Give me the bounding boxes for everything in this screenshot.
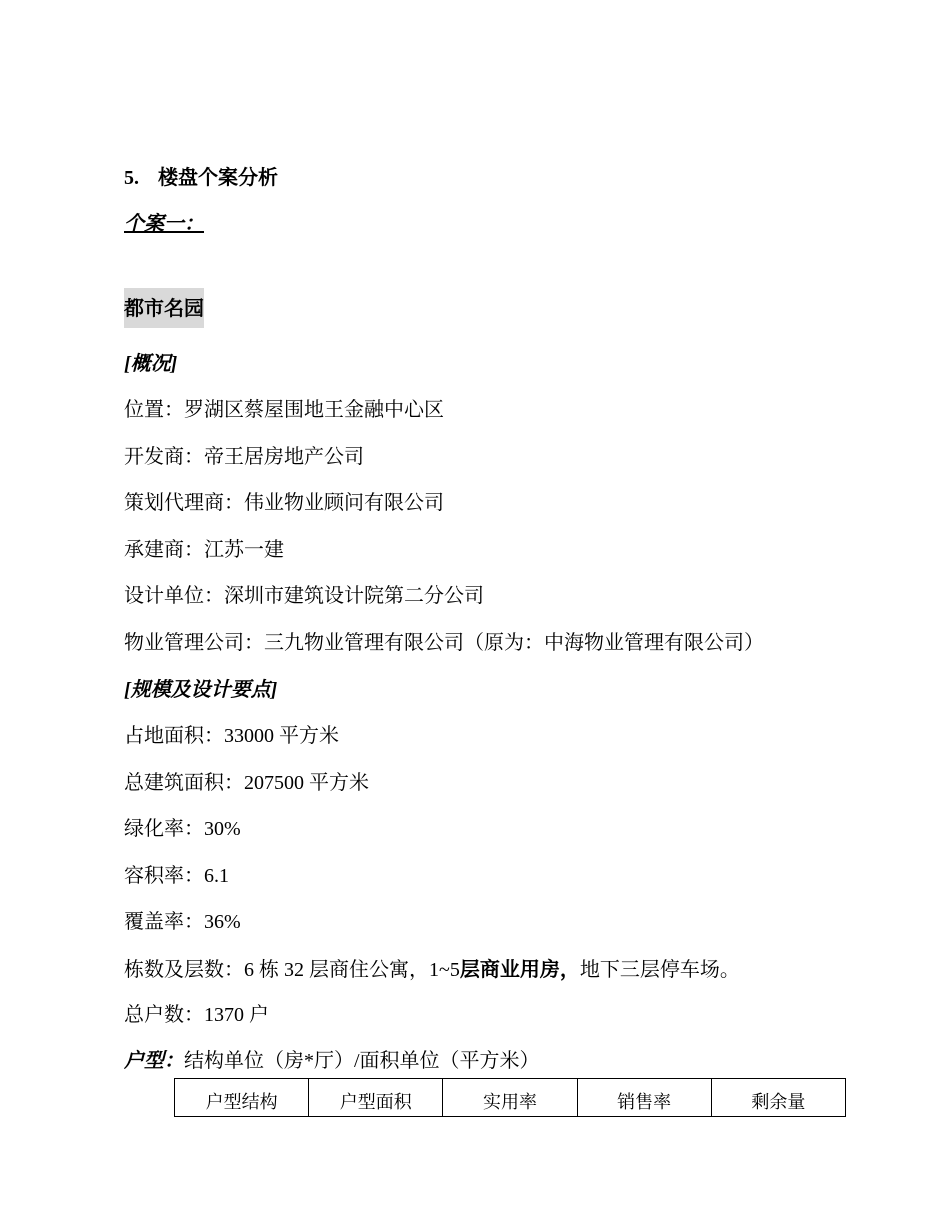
scale-floors-suffix: 地下三层停车场。 xyxy=(579,959,740,981)
project-name-wrapper xyxy=(124,294,204,323)
case-label: 个案一： xyxy=(124,213,204,235)
scale-land-area: 占地面积：33000 平方米 xyxy=(124,725,339,747)
scale-floors xyxy=(124,955,740,984)
table-header-cell: 实用率 xyxy=(443,1079,577,1117)
unit-types-description: 结构单位（房*厅）/面积单位（平方米） xyxy=(184,1050,540,1072)
overview-heading: [概况] xyxy=(124,353,178,375)
scale-plot-ratio: 容积率：6.1 xyxy=(124,865,229,887)
overview-designer: 设计单位：深圳市建筑设计院第二分公司 xyxy=(124,585,484,607)
unit-types-label: 户型： xyxy=(124,1050,184,1072)
section-number: 5. xyxy=(124,167,139,189)
scale-floors-prefix: 栋数及层数：6 栋 32 层商住公寓，1~5 xyxy=(124,959,460,981)
section-heading xyxy=(124,163,278,192)
unit-types-line xyxy=(124,1047,540,1075)
table-header-row xyxy=(175,1079,846,1117)
table-header-cell: 销售率 xyxy=(577,1079,711,1117)
table-header-cell: 户型面积 xyxy=(309,1079,443,1117)
section-title: 楼盘个案分析 xyxy=(158,165,278,189)
overview-agent: 策划代理商：伟业物业顾问有限公司 xyxy=(124,492,444,514)
table-header-cell: 户型结构 xyxy=(175,1079,309,1117)
overview-property-management: 物业管理公司：三九物业管理有限公司（原为：中海物业管理有限公司） xyxy=(124,632,764,654)
scale-building-area: 总建筑面积：207500 平方米 xyxy=(124,772,369,794)
scale-coverage: 覆盖率：36% xyxy=(124,911,241,933)
project-name: 都市名园 xyxy=(124,288,204,328)
scale-green-rate: 绿化率：30% xyxy=(124,818,241,840)
overview-location: 位置：罗湖区蔡屋围地王金融中心区 xyxy=(124,399,444,421)
scale-heading: [规模及设计要点] xyxy=(124,679,278,701)
overview-contractor: 承建商：江苏一建 xyxy=(124,539,284,561)
unit-type-table xyxy=(174,1078,846,1117)
table-header-cell: 剩余量 xyxy=(711,1079,845,1117)
scale-floors-bold: 层商业用房， xyxy=(459,957,580,981)
scale-households: 总户数：1370 户 xyxy=(124,1004,269,1026)
overview-developer: 开发商：帝王居房地产公司 xyxy=(124,446,364,468)
